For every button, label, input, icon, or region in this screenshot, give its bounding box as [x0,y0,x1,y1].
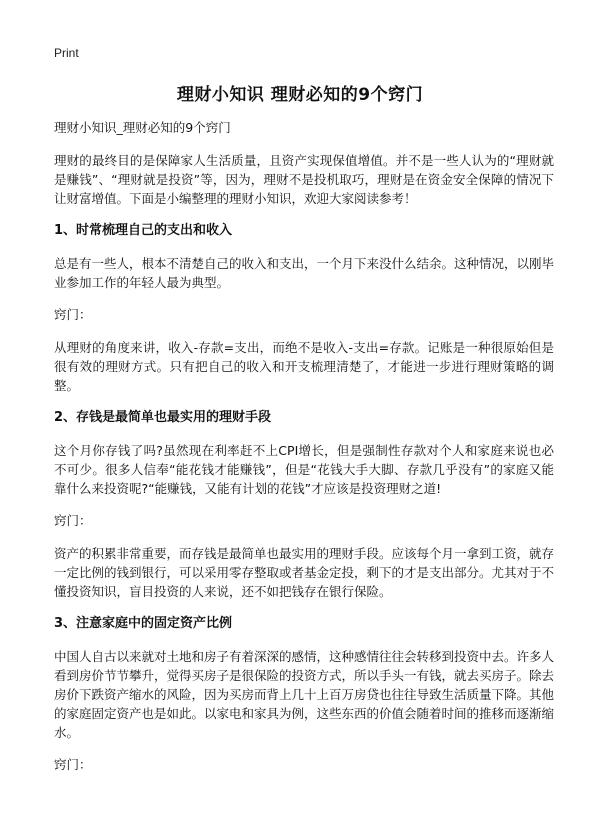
tip-label: 窍门： [54,757,92,772]
section-heading: 3、注意家庭中的固定资产比例 [54,616,233,631]
article-content [54,119,554,788]
section-body: 这个月你存钱了吗?虽然现在利率赶不上CPI增长，但是强制性存款对个人和家庭来说也必不可少。很多人信奉“能花钱才能赚钱”，但是“花钱大手大脚、存款几乎没有”的家庭又能靠什么来投资呢?“能赚钱，又能有计划的花钱”才应该是投资理财之道! [54,443,554,496]
intro-paragraph: 理财的最终目的是保障家人生活质量，且资产实现保值增值。并不是一些人认为的“理财就是赚钱”、“理财就是投资”等，因为，理财不是投机取巧，理财是在资金安全保障的情况下让财富增值。下面是小编整理的理财小知识，欢迎大家阅读参考！ [54,153,554,206]
section-1 [54,222,554,395]
section-3 [54,615,554,774]
print-link[interactable]: Print [54,46,79,60]
tip-label: 窍门： [54,513,92,528]
section-heading: 1、时常梳理自己的支出和收入 [54,223,233,238]
tip-paragraph: 资产的积累非常重要，而存钱是最简单也最实用的理财手段。应该每个月一拿到工资，就存一定比例的钱到银行，可以采用零存整取或者基金定投，剩下的才是支出部分。尤其对于不懂投资知识，盲目投资的人来说，还不如把钱存在银行保险。 [54,546,555,599]
section-body: 总是有一些人，根本不清楚自己的收入和支出，一个月下来没什么结余。这种情况，以刚毕业参加工作的年轻人最为典型。 [54,256,555,290]
page-title: 理财小知识 理财必知的9个窍门 [176,85,424,105]
section-2 [54,409,554,601]
tip-paragraph: 从理财的角度来讲，收入-存款=支出，而绝不是收入-支出=存款。记账是一种很原始但是很有效的理财方式。只有把自己的收入和开支梳理清楚了，才能进一步进行理财策略的调整。 [54,340,554,393]
article-subtitle: 理财小知识_理财必知的9个窍门 [54,120,231,135]
section-body: 中国人自古以来就对土地和房子有着深深的感情，这种感情往往会转移到投资中去。许多人看到房价节节攀升，觉得买房子是很保险的投资方式，所以手头一有钱，就去买房子。除去房价下跌资产缩水的风险，因为买房而背上几十上百万房贷也往往导致生活质量下降。其他的家庭固定资产也是如此。以家电和家具为例，这些东西的价值会随着时间的推移而逐渐缩水。 [54,649,555,740]
section-heading: 2、存钱是最简单也最实用的理财手段 [54,410,272,425]
tip-label: 窍门： [54,307,92,322]
